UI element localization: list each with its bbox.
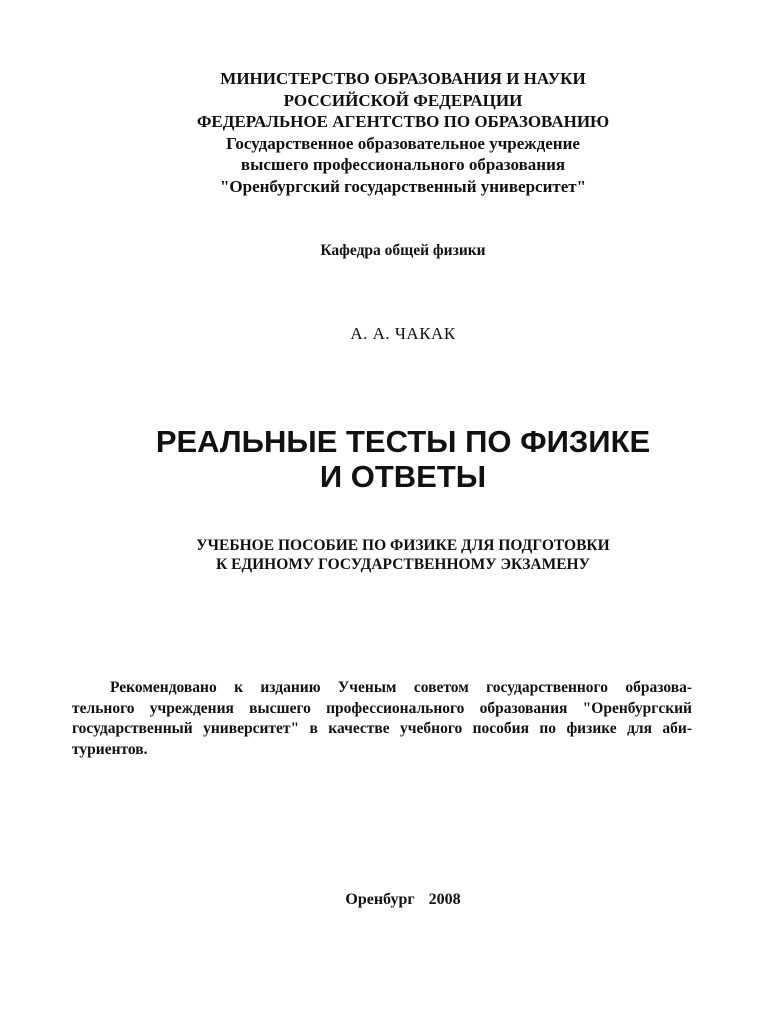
book-subtitle-line-1: УЧЕБНОЕ ПОСОБИЕ ПО ФИЗИКЕ ДЛЯ ПОДГОТОВКИ — [196, 537, 610, 554]
book-subtitle-line-2: К ЕДИНОМУ ГОСУДАРСТВЕННОМУ ЭКЗАМЕНУ — [216, 556, 590, 573]
publication-imprint — [0, 891, 768, 909]
author-name: А. А. ЧАКАК — [350, 324, 456, 343]
book-title-line-2: И ОТВЕТЫ — [319, 459, 487, 494]
department-name: Кафедра общей физики — [320, 242, 486, 259]
publication-city: Оренбург — [345, 891, 415, 908]
book-title-line-1: РЕАЛЬНЫЕ ТЕСТЫ ПО ФИЗИКЕ — [155, 424, 651, 459]
institution-type-line: Государственное образовательное учреждение — [226, 133, 580, 153]
ministry-line-2: РОССИЙСКОЙ ФЕДЕРАЦИИ — [283, 90, 523, 110]
book-title — [0, 424, 768, 494]
book-subtitle — [0, 536, 768, 574]
publication-year: 2008 — [428, 891, 461, 908]
recommendation-line-3: государственный университет" в качестве учебного пособия по физике для аби- — [72, 720, 692, 737]
recommendation-line-1: Рекомендовано к изданию Ученым советом государственного образова- — [110, 679, 692, 696]
ministry-line-1: МИНИСТЕРСТВО ОБРАЗОВАНИЯ И НАУКИ — [220, 69, 586, 88]
university-name-line: "Оренбургский государственный университет" — [219, 176, 587, 196]
education-level-line: высшего профессионального образования — [240, 155, 566, 174]
recommendation-line-2: тельного учреждения высшего профессионального образования "Оренбургский — [72, 699, 692, 717]
agency-line: ФЕДЕРАЛЬНОЕ АГЕНТСТВО ПО ОБРАЗОВАНИЮ — [196, 112, 610, 131]
institution-header — [0, 68, 768, 197]
recommendation-paragraph — [72, 678, 692, 760]
recommendation-line-4: туриентов. — [72, 740, 148, 758]
